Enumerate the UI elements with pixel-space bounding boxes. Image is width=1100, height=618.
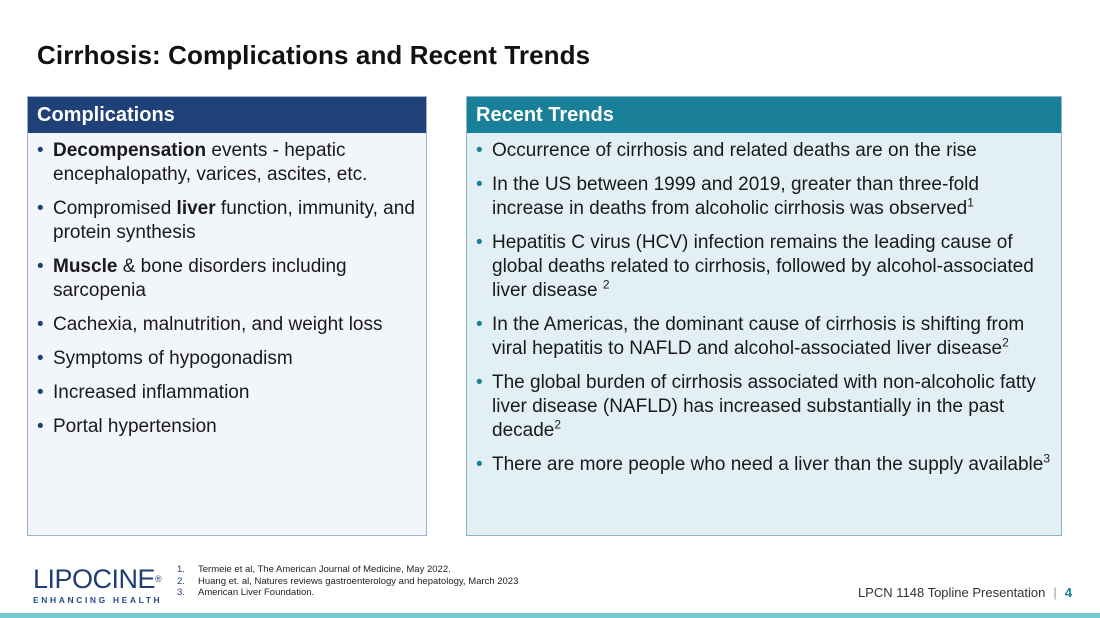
recent-trends-heading: Recent Trends xyxy=(467,97,1061,133)
list-item: • The global burden of cirrhosis associated with non-alcoholic fatty liver disease (NAFLD) has increased substantially in the past decade$^2$ xyxy=(476,371,1053,443)
citation-superscript: 1 xyxy=(967,195,974,210)
list-item: • Muscle & bone disorders including sarcopenia xyxy=(37,255,418,303)
list-item: • In the Americas, the dominant cause of cirrhosis is shifting from viral hepatitis to NAFLD and alcohol-associated liver disease$^2$ xyxy=(476,313,1053,361)
page-title: Cirrhosis: Complications and Recent Trends xyxy=(37,40,591,70)
bold-term: Decompensation xyxy=(53,140,207,161)
logo-wordmark: LIPOCINE xyxy=(33,564,156,594)
citation-superscript: 2 xyxy=(1002,335,1009,350)
footer xyxy=(858,585,1072,600)
list-item: • Compromised liver function, immunity, and protein synthesis xyxy=(37,197,418,245)
list-item: • Hepatitis C virus (HCV) infection remains the leading cause of global deaths related to cirrhosis, followed by alcohol-associated liver disease $^2$ xyxy=(476,231,1053,303)
complications-heading: Complications xyxy=(28,97,426,133)
footer-label: LPCN 1148 Topline Presentation xyxy=(857,585,1046,600)
reference-item: 2. Huang et. al, Natures reviews gastroenterology and hepatology, March 2023 xyxy=(177,575,519,587)
recent-trends-panel xyxy=(466,96,1062,536)
list-item: • Decompensation events - hepatic encephalopathy, varices, ascites, etc. xyxy=(37,139,418,187)
bold-term: liver xyxy=(176,198,216,219)
citation-superscript: 2 xyxy=(602,277,610,292)
reference-item: 1. Termeie et al, The American Journal of Medicine, May 2022. xyxy=(177,564,451,575)
list-item: • Occurrence of cirrhosis and related deaths are on the rise xyxy=(476,139,1053,163)
list-item: • There are more people who need a liver than the supply available$^3$ xyxy=(476,453,1053,477)
list-item: • Portal hypertension xyxy=(37,415,418,439)
citation-superscript: 2 xyxy=(554,417,562,432)
reference-item: 3. American Liver Foundation. xyxy=(177,587,315,598)
list-item: • Increased inflammation xyxy=(37,381,418,405)
bold-term: Muscle xyxy=(53,256,118,277)
complications-list xyxy=(28,133,426,439)
footer-separator: | xyxy=(1053,585,1057,600)
logo-tagline: ENHANCING HEALTH xyxy=(33,595,163,605)
bottom-accent-bar xyxy=(0,613,1100,618)
list-item: • Cachexia, malnutrition, and weight loss xyxy=(37,313,418,337)
list-item: • Symptoms of hypogonadism xyxy=(37,347,418,371)
page-number: 4 xyxy=(1064,585,1072,600)
references xyxy=(177,564,518,599)
complications-panel xyxy=(27,96,427,536)
list-item: • In the US between 1999 and 2019, greater than three-fold increase in deaths from alcoholic cirrhosis was observed$^1$ xyxy=(476,173,1053,221)
citation-superscript: 3 xyxy=(1043,451,1051,466)
lipocine-logo: LIPOCINE® ENHANCING HEALTH xyxy=(33,564,163,605)
recent-trends-list xyxy=(467,133,1061,477)
